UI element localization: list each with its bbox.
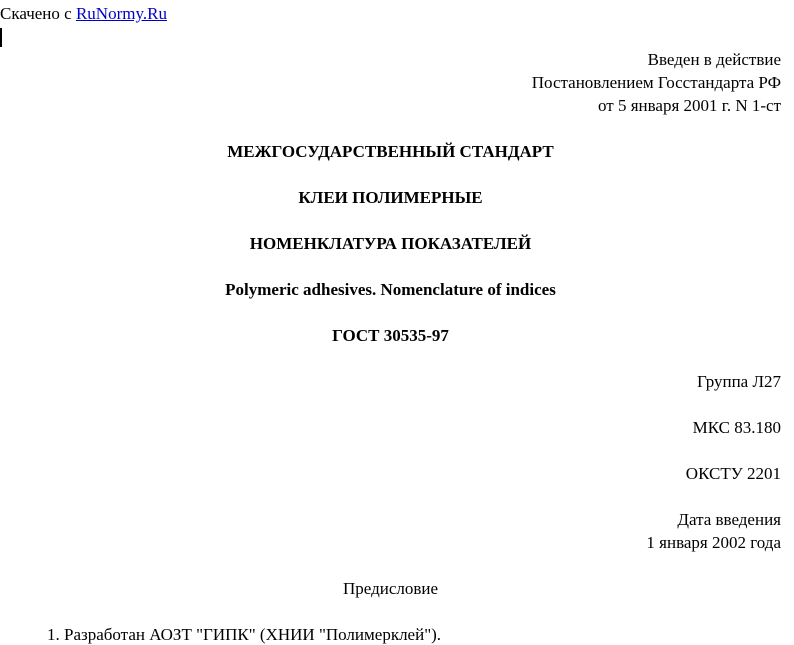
preface-item-1: 1. Разработан АОЗТ "ГИПК" (ХНИИ "Полимерклей"). (47, 625, 442, 644)
group-code: Группа Л27 (696, 372, 781, 391)
intro-date-label: Дата введения (677, 510, 781, 529)
enactment-line-2: Постановлением Госстандарта РФ (531, 73, 781, 92)
enactment-line-1: Введен в действие (647, 50, 781, 69)
downloaded-prefix: Скачено с (0, 4, 72, 23)
mks-code: МКС 83.180 (692, 418, 781, 437)
gost-code: ГОСТ 30535-97 (332, 326, 449, 345)
okstu-code: ОКСТУ 2201 (685, 464, 781, 483)
text-cursor (0, 28, 2, 47)
standard-name-heading: КЛЕИ ПОЛИМЕРНЫЕ (298, 188, 483, 207)
standard-subtitle-heading: НОМЕНКЛАТУРА ПОКАЗАТЕЛЕЙ (249, 234, 532, 253)
enactment-line-3: от 5 января 2001 г. N 1-ст (597, 96, 781, 115)
source-link[interactable]: RuNormy.Ru (75, 4, 167, 23)
download-source-line (0, 4, 167, 24)
preface-heading: Предисловие (342, 579, 439, 598)
intro-date-value: 1 января 2002 года (646, 533, 781, 552)
english-title: Polymeric adhesives. Nomenclature of indices (225, 280, 556, 299)
standard-type-heading: МЕЖГОСУДАРСТВЕННЫЙ СТАНДАРТ (227, 142, 554, 161)
